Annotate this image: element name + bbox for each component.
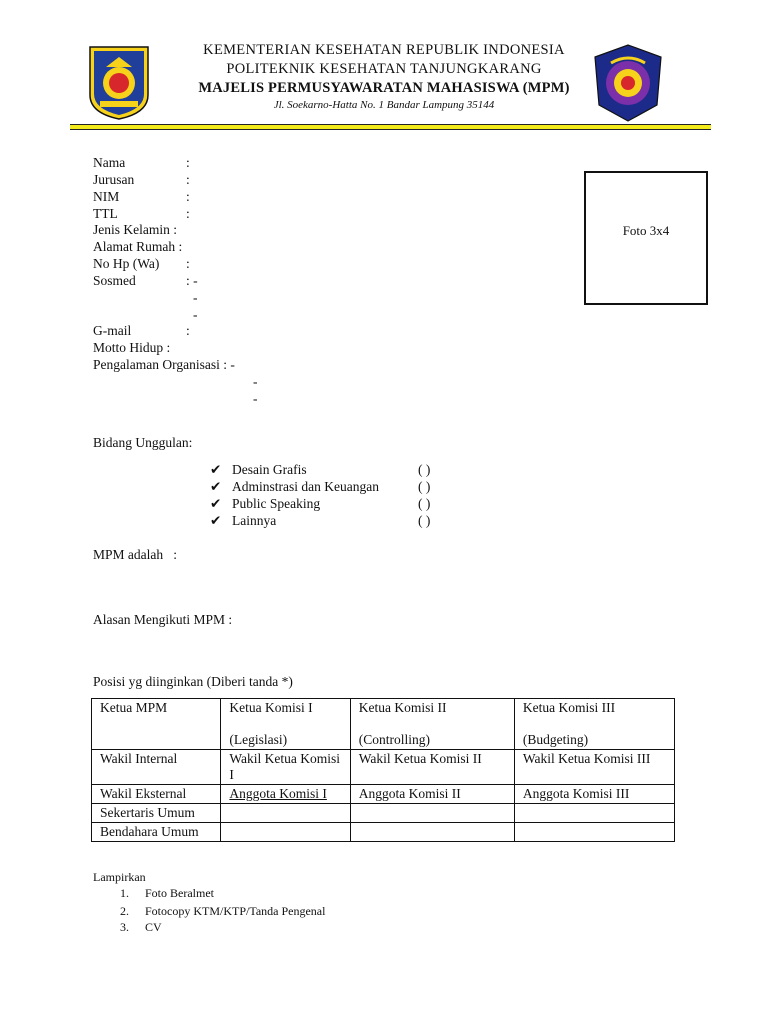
- table-row: [92, 785, 675, 804]
- field-nim-sep: :: [186, 189, 190, 204]
- mpm-adalah-label: MPM adalah :: [93, 547, 177, 562]
- header-organization: MAJELIS PERMUSYAWARATAN MAHASISWA (MPM): [198, 80, 570, 96]
- field-nim-label: NIM: [93, 189, 120, 204]
- header-address: Jl. Soekarno-Hatta No. 1 Bandar Lampung 35144: [273, 99, 495, 111]
- field-alamat-label: Alamat Rumah :: [93, 239, 183, 254]
- field-sosmed-label: Sosmed: [93, 273, 136, 288]
- table-cell: [221, 804, 350, 823]
- alasan-label: Alasan Mengikuti MPM :: [93, 612, 233, 627]
- field-pengalaman-dash-3: -: [253, 391, 258, 406]
- field-pengalaman-label: Pengalaman Organisasi : -: [93, 357, 235, 372]
- table-cell: Ketua Komisi I (Legislasi): [221, 699, 350, 750]
- table-row: [92, 750, 675, 785]
- table-cell: Wakil Eksternal: [92, 785, 221, 804]
- photo-box: [584, 171, 708, 305]
- field-nohp-label: No Hp (Wa): [93, 256, 160, 271]
- lampiran-number: 1.: [120, 886, 129, 900]
- bidang-item: [210, 496, 431, 512]
- photo-label: Foto 3x4: [622, 223, 670, 238]
- table-cell: Anggota Komisi II: [350, 785, 514, 804]
- bidang-item: [210, 513, 431, 529]
- table-cell: Anggota Komisi III: [514, 785, 674, 804]
- check-icon: ✔: [210, 479, 222, 494]
- lampiran-item: CV: [145, 920, 162, 934]
- table-cell: Bendahara Umum: [92, 823, 221, 842]
- field-nama-label: Nama: [93, 155, 126, 170]
- table-cell: [350, 804, 514, 823]
- position-table: [91, 698, 675, 842]
- check-icon: ✔: [210, 513, 222, 528]
- bidang-item-checkbox: ( ): [418, 462, 431, 477]
- field-jenis-kelamin-label: Jenis Kelamin :: [93, 222, 177, 237]
- lampiran-title: Lampirkan: [93, 870, 146, 884]
- bidang-item-label: Public Speaking: [232, 496, 321, 511]
- field-sosmed-dash-3: -: [193, 307, 198, 322]
- table-cell: Wakil Ketua Komisi I: [221, 750, 350, 785]
- field-jurusan-sep: :: [186, 172, 190, 187]
- table-cell: Anggota Komisi I: [221, 785, 350, 804]
- bidang-item-label: Adminstrasi dan Keuangan: [232, 479, 379, 494]
- field-sosmed-sep: : -: [186, 273, 198, 288]
- field-nama-sep: :: [186, 155, 190, 170]
- field-jurusan-label: Jurusan: [93, 172, 135, 187]
- field-gmail-sep: :: [186, 323, 190, 338]
- field-sosmed-dash-2: -: [193, 290, 198, 305]
- field-pengalaman-dash-2: -: [253, 374, 258, 389]
- bidang-item: [210, 479, 431, 495]
- table-cell: Wakil Ketua Komisi III: [514, 750, 674, 785]
- bidang-title: Bidang Unggulan:: [93, 435, 193, 450]
- table-cell: Wakil Internal: [92, 750, 221, 785]
- table-cell: [350, 823, 514, 842]
- check-icon: ✔: [210, 496, 222, 511]
- field-ttl-sep: :: [186, 206, 190, 221]
- table-cell: Sekertaris Umum: [92, 804, 221, 823]
- bidang-item-label: Desain Grafis: [232, 462, 307, 477]
- table-row: [92, 699, 675, 750]
- field-ttl-label: TTL: [93, 206, 118, 221]
- check-icon: ✔: [210, 462, 222, 477]
- bidang-item-label: Lainnya: [232, 513, 277, 528]
- header-divider: [70, 124, 711, 130]
- field-nohp-sep: :: [186, 256, 190, 271]
- table-cell: Ketua Komisi II (Controlling): [350, 699, 514, 750]
- bidang-item-checkbox: ( ): [418, 513, 431, 528]
- header-ministry: KEMENTERIAN KESEHATAN REPUBLIK INDONESIA: [203, 42, 565, 58]
- posisi-title: Posisi yg diinginkan (Diberi tanda *): [93, 674, 293, 689]
- lampiran-item: Foto Beralmet: [145, 886, 214, 900]
- table-cell: Ketua Komisi III (Budgeting): [514, 699, 674, 750]
- table-cell: Ketua MPM: [92, 699, 221, 750]
- table-row: [92, 823, 675, 842]
- table-cell: [221, 823, 350, 842]
- field-motto-label: Motto Hidup :: [93, 340, 171, 355]
- bidang-item: [210, 462, 431, 478]
- table-row: [92, 804, 675, 823]
- field-gmail-label: G-mail: [93, 323, 132, 338]
- header-institution: POLITEKNIK KESEHATAN TANJUNGKARANG: [226, 61, 542, 77]
- table-cell: [514, 823, 674, 842]
- lampiran-number: 3.: [120, 920, 129, 934]
- lampiran-item: Fotocopy KTM/KTP/Tanda Pengenal: [145, 904, 326, 918]
- table-cell: Wakil Ketua Komisi II: [350, 750, 514, 785]
- table-cell: [514, 804, 674, 823]
- lampiran-number: 2.: [120, 904, 129, 918]
- bidang-item-checkbox: ( ): [418, 496, 431, 511]
- bidang-item-checkbox: ( ): [418, 479, 431, 494]
